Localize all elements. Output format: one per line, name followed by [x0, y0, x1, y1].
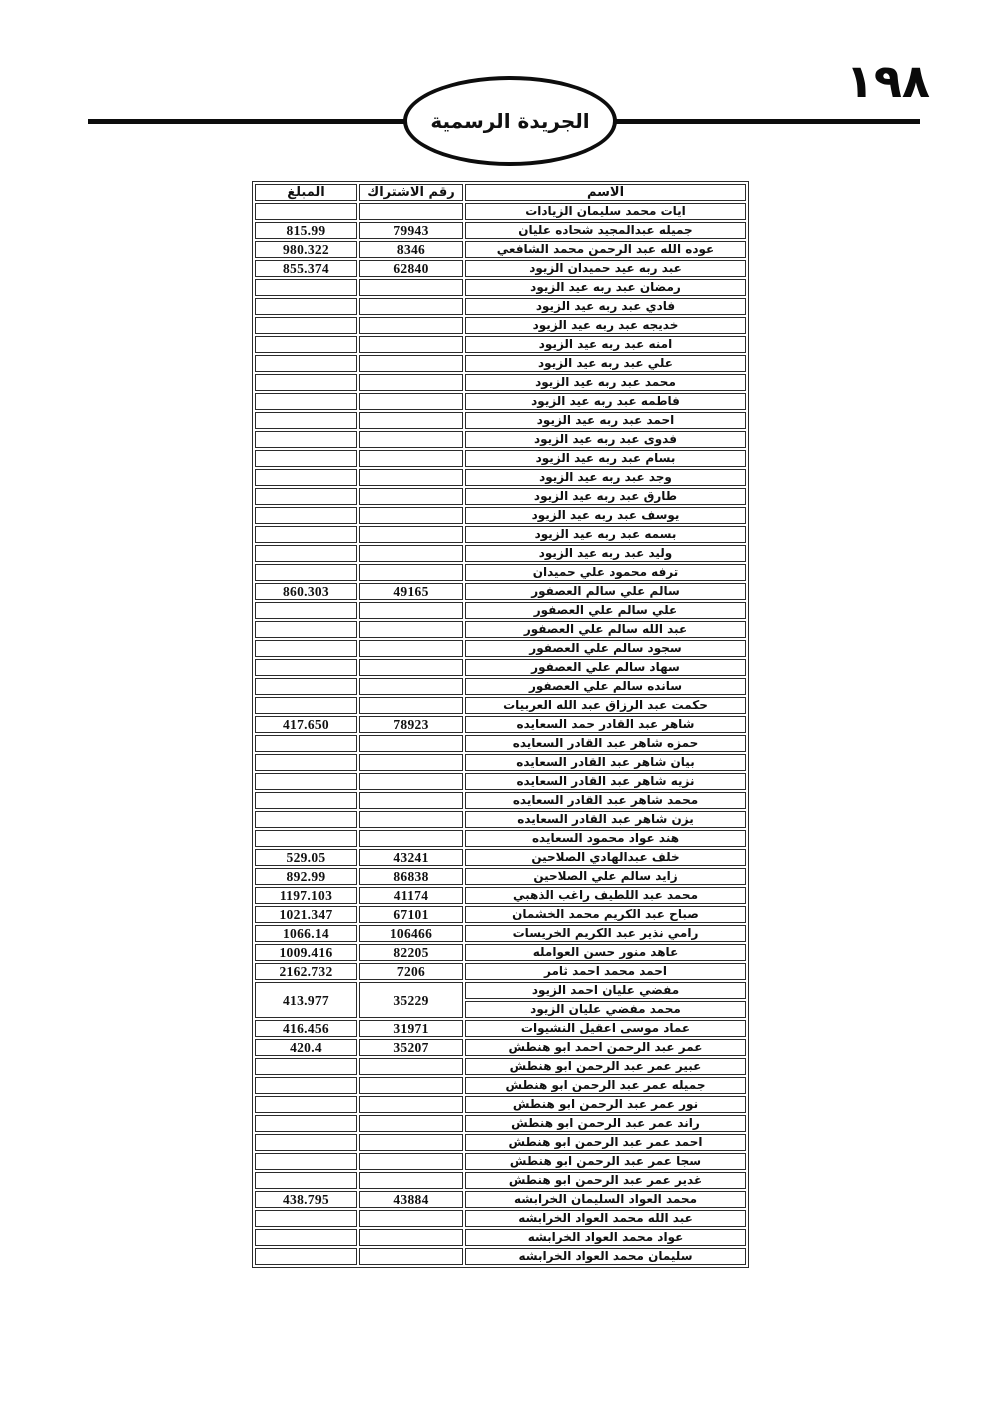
name-cell: احمد عمر عبد الرحمن ابو هنطش — [465, 1134, 746, 1151]
subscription-number-cell — [359, 659, 463, 676]
subscription-number-cell — [359, 1172, 463, 1189]
table-row — [255, 279, 746, 296]
table-row — [255, 412, 746, 429]
table-row — [255, 773, 746, 790]
subscription-number-cell — [359, 621, 463, 638]
subscription-number-cell — [359, 1058, 463, 1075]
amount-cell — [255, 545, 357, 562]
subscription-number-cell — [359, 678, 463, 695]
subscribers-table — [252, 181, 749, 1268]
gazette-title: الجريدة الرسمية — [430, 109, 590, 133]
table-row — [255, 963, 746, 980]
amount-cell — [255, 830, 357, 847]
table-row — [255, 374, 746, 391]
subscription-number-cell — [359, 1077, 463, 1094]
header-name: الاسم — [465, 184, 746, 201]
subscription-number-cell — [359, 336, 463, 353]
name-cell: سالم علي سالم العصفور — [465, 583, 746, 600]
name-cell: سجا عمر عبد الرحمن ابو هنطش — [465, 1153, 746, 1170]
subscription-number-cell — [359, 754, 463, 771]
name-cell: سهاد سالم علي العصفور — [465, 659, 746, 676]
amount-cell — [255, 1172, 357, 1189]
amount-cell: 815.99 — [255, 222, 357, 239]
amount-cell — [255, 697, 357, 714]
subscription-number-cell: 82205 — [359, 944, 463, 961]
amount-cell — [255, 469, 357, 486]
subscribers-table-body — [255, 203, 746, 1265]
subscription-number-cell: 31971 — [359, 1020, 463, 1037]
amount-cell: 1009.416 — [255, 944, 357, 961]
name-cell: محمد عبد ربه عيد الزيود — [465, 374, 746, 391]
subscription-number-cell — [359, 374, 463, 391]
table-row — [255, 811, 746, 828]
table-row — [255, 735, 746, 752]
subscription-number-cell — [359, 1248, 463, 1265]
name-cell: خلف عبدالهادي الصلاحين — [465, 849, 746, 866]
name-cell: عماد موسى اعقيل النشيوات — [465, 1020, 746, 1037]
page-number: ١٩٨ — [845, 54, 930, 108]
amount-cell — [255, 602, 357, 619]
table-row — [255, 450, 746, 467]
table-row — [255, 830, 746, 847]
table-row — [255, 640, 746, 657]
subscription-number-cell — [359, 735, 463, 752]
subscription-number-cell — [359, 450, 463, 467]
subscription-number-cell — [359, 488, 463, 505]
name-cell: عبد الله سالم علي العصفور — [465, 621, 746, 638]
subscription-number-cell — [359, 792, 463, 809]
name-cell: حكمت عبد الرزاق عبد الله العربيات — [465, 697, 746, 714]
amount-cell — [255, 1115, 357, 1132]
table-row — [255, 982, 746, 999]
amount-cell: 438.795 — [255, 1191, 357, 1208]
amount-cell: 892.99 — [255, 868, 357, 885]
subscription-number-cell — [359, 355, 463, 372]
subscription-number-cell: 49165 — [359, 583, 463, 600]
table-row — [255, 1172, 746, 1189]
name-cell: رامي نذير عبد الكريم الخريسات — [465, 925, 746, 942]
table-row — [255, 1039, 746, 1056]
subscription-number-cell — [359, 811, 463, 828]
amount-cell — [255, 355, 357, 372]
subscription-number-cell — [359, 1096, 463, 1113]
amount-cell: 416.456 — [255, 1020, 357, 1037]
amount-cell: 1021.347 — [255, 906, 357, 923]
table-row — [255, 944, 746, 961]
amount-cell — [255, 640, 357, 657]
amount-cell — [255, 1134, 357, 1151]
table-row — [255, 1229, 746, 1246]
name-cell: بيان شاهر عبد القادر السعايده — [465, 754, 746, 771]
name-cell: جميله عبدالمجيد شحاده عليان — [465, 222, 746, 239]
subscription-number-cell — [359, 640, 463, 657]
table-row — [255, 355, 746, 372]
amount-cell — [255, 298, 357, 315]
header-subscription-number: رقم الاشتراك — [359, 184, 463, 201]
subscription-number-cell — [359, 1153, 463, 1170]
amount-cell: 417.650 — [255, 716, 357, 733]
table-row — [255, 507, 746, 524]
header-amount: المبلغ — [255, 184, 357, 201]
subscription-number-cell — [359, 507, 463, 524]
subscription-number-cell — [359, 298, 463, 315]
table-row — [255, 469, 746, 486]
subscription-number-cell: 62840 — [359, 260, 463, 277]
table-row — [255, 336, 746, 353]
amount-cell — [255, 412, 357, 429]
amount-cell — [255, 1096, 357, 1113]
amount-cell: 980.322 — [255, 241, 357, 258]
table-row — [255, 659, 746, 676]
amount-cell — [255, 526, 357, 543]
amount-cell: 413.977 — [255, 982, 357, 1018]
name-cell: طارق عبد ربه عيد الزيود — [465, 488, 746, 505]
table-row — [255, 1134, 746, 1151]
subscription-number-cell — [359, 317, 463, 334]
name-cell: نزيه شاهر عبد القادر السعايده — [465, 773, 746, 790]
subscription-number-cell — [359, 279, 463, 296]
table-row — [255, 716, 746, 733]
table-row — [255, 1153, 746, 1170]
subscribers-table-wrap — [252, 181, 748, 1268]
amount-cell — [255, 203, 357, 220]
amount-cell — [255, 431, 357, 448]
amount-cell — [255, 1153, 357, 1170]
amount-cell — [255, 1229, 357, 1246]
table-row — [255, 697, 746, 714]
amount-cell — [255, 1058, 357, 1075]
table-row — [255, 1058, 746, 1075]
name-cell: بسمه عبد ربه عيد الزيود — [465, 526, 746, 543]
amount-cell — [255, 279, 357, 296]
name-cell: هند عواد محمود السعايده — [465, 830, 746, 847]
table-row — [255, 887, 746, 904]
table-row — [255, 203, 746, 220]
amount-cell: 2162.732 — [255, 963, 357, 980]
amount-cell — [255, 336, 357, 353]
subscription-number-cell: 8346 — [359, 241, 463, 258]
name-cell: محمد مفضي عليان الزيود — [465, 1001, 746, 1018]
amount-cell: 1066.14 — [255, 925, 357, 942]
amount-cell: 1197.103 — [255, 887, 357, 904]
table-header-row — [255, 184, 746, 201]
name-cell: شاهر عبد القادر حمد السعايده — [465, 716, 746, 733]
subscription-number-cell — [359, 203, 463, 220]
name-cell: نور عمر عبد الرحمن ابو هنطش — [465, 1096, 746, 1113]
name-cell: بسام عبد ربه عيد الزيود — [465, 450, 746, 467]
name-cell: وجد عبد ربه عيد الزيود — [465, 469, 746, 486]
gazette-title-badge — [403, 76, 617, 166]
table-row — [255, 849, 746, 866]
table-row — [255, 393, 746, 410]
amount-cell — [255, 564, 357, 581]
name-cell: علي سالم علي العصفور — [465, 602, 746, 619]
name-cell: يزن شاهر عبد القادر السعايده — [465, 811, 746, 828]
table-row — [255, 545, 746, 562]
subscription-number-cell — [359, 1210, 463, 1227]
subscription-number-cell — [359, 1229, 463, 1246]
name-cell: مفضي عليان احمد الزيود — [465, 982, 746, 999]
name-cell: امنه عبد ربه عيد الزيود — [465, 336, 746, 353]
name-cell: صباح عبد الكريم محمد الخشمان — [465, 906, 746, 923]
amount-cell: 420.4 — [255, 1039, 357, 1056]
amount-cell — [255, 1210, 357, 1227]
subscription-number-cell: 35207 — [359, 1039, 463, 1056]
table-row — [255, 583, 746, 600]
name-cell: ايات محمد سليمان الزيادات — [465, 203, 746, 220]
table-row — [255, 754, 746, 771]
table-row — [255, 602, 746, 619]
name-cell: فاطمه عبد ربه عيد الزيود — [465, 393, 746, 410]
name-cell: حمزه شاهر عبد القادر السعايده — [465, 735, 746, 752]
amount-cell — [255, 811, 357, 828]
table-row — [255, 564, 746, 581]
subscription-number-cell: 67101 — [359, 906, 463, 923]
table-row — [255, 1115, 746, 1132]
name-cell: فدوى عبد ربه عيد الزيود — [465, 431, 746, 448]
name-cell: عبد الله محمد العواد الخرابشه — [465, 1210, 746, 1227]
amount-cell — [255, 621, 357, 638]
table-row — [255, 906, 746, 923]
subscription-number-cell: 7206 — [359, 963, 463, 980]
subscription-number-cell: 35229 — [359, 982, 463, 1018]
subscription-number-cell — [359, 1115, 463, 1132]
name-cell: احمد عبد ربه عيد الزيود — [465, 412, 746, 429]
table-row — [255, 1096, 746, 1113]
subscription-number-cell — [359, 526, 463, 543]
table-row — [255, 1210, 746, 1227]
name-cell: جميله عمر عبد الرحمن ابو هنطش — [465, 1077, 746, 1094]
amount-cell: 855.374 — [255, 260, 357, 277]
name-cell: عواد محمد العواد الخرابشه — [465, 1229, 746, 1246]
amount-cell — [255, 317, 357, 334]
name-cell: محمد عبد اللطيف راغب الذهبي — [465, 887, 746, 904]
subscription-number-cell — [359, 431, 463, 448]
subscription-number-cell — [359, 773, 463, 790]
name-cell: سانده سالم علي العصفور — [465, 678, 746, 695]
table-row — [255, 1020, 746, 1037]
subscription-number-cell: 106466 — [359, 925, 463, 942]
amount-cell — [255, 393, 357, 410]
table-row — [255, 868, 746, 885]
amount-cell: 529.05 — [255, 849, 357, 866]
subscription-number-cell: 78923 — [359, 716, 463, 733]
name-cell: ترفه محمود علي حميدان — [465, 564, 746, 581]
name-cell: احمد محمد احمد ثامر — [465, 963, 746, 980]
table-row — [255, 678, 746, 695]
amount-cell — [255, 659, 357, 676]
table-row — [255, 298, 746, 315]
amount-cell — [255, 507, 357, 524]
name-cell: عمر عبد الرحمن احمد ابو هنطش — [465, 1039, 746, 1056]
amount-cell: 860.303 — [255, 583, 357, 600]
name-cell: يوسف عبد ربه عيد الزيود — [465, 507, 746, 524]
amount-cell — [255, 450, 357, 467]
amount-cell — [255, 678, 357, 695]
amount-cell — [255, 735, 357, 752]
name-cell: زايد سالم علي الصلاحين — [465, 868, 746, 885]
name-cell: محمد العواد السليمان الخرابشه — [465, 1191, 746, 1208]
name-cell: خديجه عبد ربه عيد الزيود — [465, 317, 746, 334]
table-row — [255, 1191, 746, 1208]
table-row — [255, 925, 746, 942]
name-cell: عبير عمر عبد الرحمن ابو هنطش — [465, 1058, 746, 1075]
table-row — [255, 317, 746, 334]
name-cell: وليد عبد ربه عيد الزيود — [465, 545, 746, 562]
amount-cell — [255, 754, 357, 771]
amount-cell — [255, 792, 357, 809]
subscription-number-cell: 79943 — [359, 222, 463, 239]
subscription-number-cell — [359, 469, 463, 486]
subscription-number-cell — [359, 830, 463, 847]
subscription-number-cell — [359, 412, 463, 429]
amount-cell — [255, 1248, 357, 1265]
name-cell: سليمان محمد العواد الخرابشه — [465, 1248, 746, 1265]
table-row — [255, 1248, 746, 1265]
name-cell: غدير عمر عبد الرحمن ابو هنطش — [465, 1172, 746, 1189]
subscription-number-cell — [359, 393, 463, 410]
amount-cell — [255, 1077, 357, 1094]
name-cell: فادي عبد ربه عيد الزيود — [465, 298, 746, 315]
subscription-number-cell — [359, 602, 463, 619]
subscription-number-cell: 43241 — [359, 849, 463, 866]
table-row — [255, 431, 746, 448]
table-row — [255, 260, 746, 277]
subscription-number-cell — [359, 564, 463, 581]
table-row — [255, 1077, 746, 1094]
name-cell: عاهد منور حسن العوامله — [465, 944, 746, 961]
name-cell: علي عبد ربه عيد الزيود — [465, 355, 746, 372]
name-cell: عوده الله عبد الرحمن محمد الشافعي — [465, 241, 746, 258]
table-row — [255, 222, 746, 239]
table-row — [255, 621, 746, 638]
name-cell: محمد شاهر عبد القادر السعايده — [465, 792, 746, 809]
name-cell: راند عمر عبد الرحمن ابو هنطش — [465, 1115, 746, 1132]
subscription-number-cell — [359, 1134, 463, 1151]
table-row — [255, 526, 746, 543]
name-cell: عبد ربه عيد حميدان الزيود — [465, 260, 746, 277]
name-cell: رمضان عبد ربه عيد الزيود — [465, 279, 746, 296]
amount-cell — [255, 374, 357, 391]
amount-cell — [255, 773, 357, 790]
name-cell: سجود سالم علي العصفور — [465, 640, 746, 657]
subscription-number-cell: 43884 — [359, 1191, 463, 1208]
table-row — [255, 241, 746, 258]
subscription-number-cell — [359, 697, 463, 714]
table-row — [255, 488, 746, 505]
table-row — [255, 792, 746, 809]
subscription-number-cell: 41174 — [359, 887, 463, 904]
subscription-number-cell: 86838 — [359, 868, 463, 885]
amount-cell — [255, 488, 357, 505]
subscription-number-cell — [359, 545, 463, 562]
